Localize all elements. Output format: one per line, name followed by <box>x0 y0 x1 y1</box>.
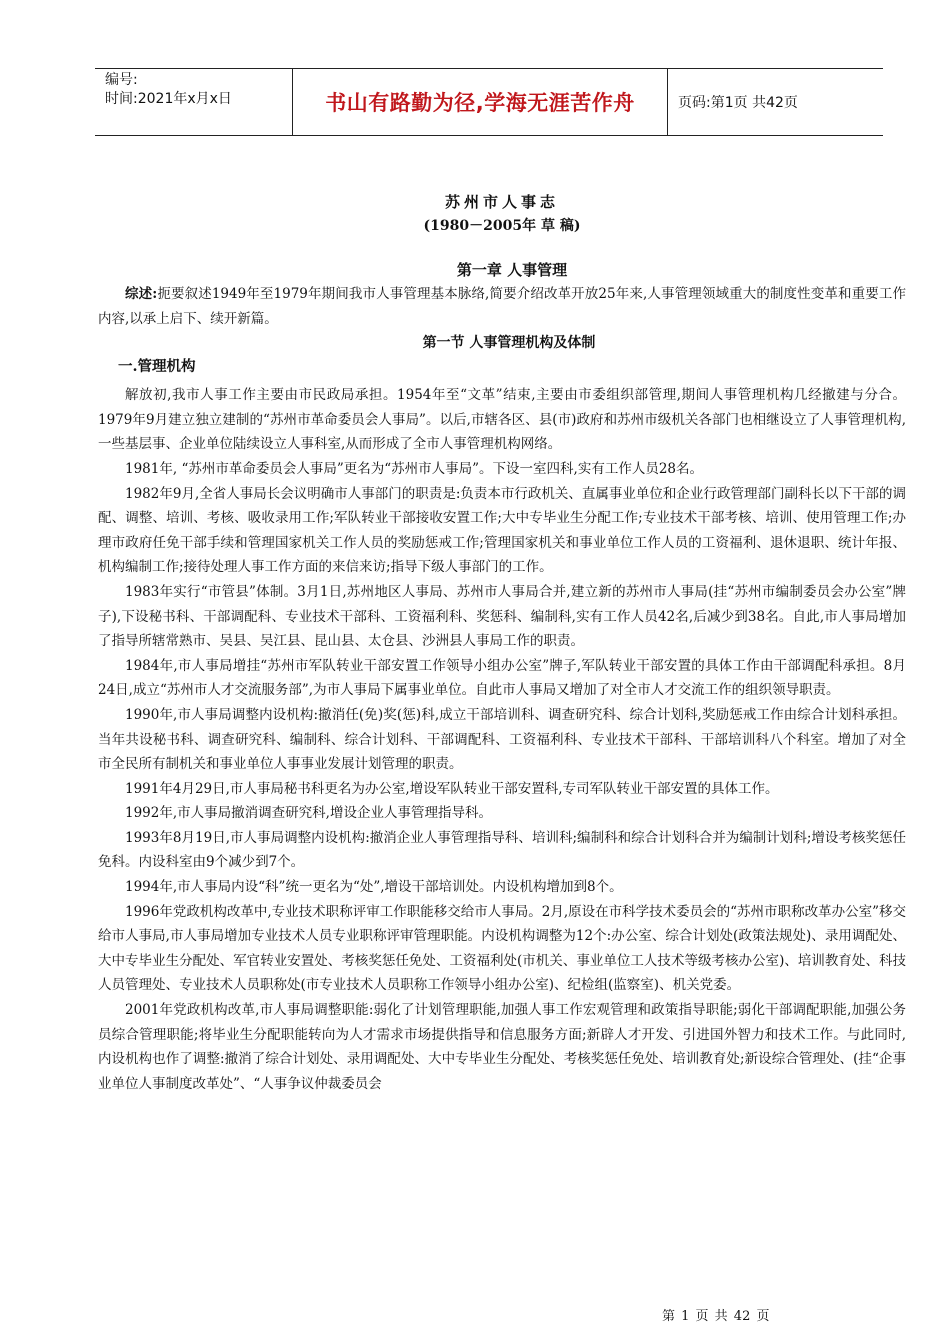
page-header <box>95 68 883 136</box>
paragraph-3: 1982年9月,全省人事局长会议明确市人事部门的职责是:负责本市行政机关、直属事业单位和企业行政管理部门副科长以下干部的调配、调整、培训、考核、吸收录用工作;军队转业干部接收安置工作;大中专毕业生分配工作;专业技术干部考核、培训、使用管理工作;办理市政府任免干部手续和管理国家机关工作人员的奖励惩戒工作;管理国家机关和事业单位工作人员的工资福利、退休退职、统计年报、机构编制工作;接待处理人事工作方面的来信来访;指导下级人事部门的工作。 <box>98 485 906 576</box>
summary-label: 综述: <box>125 286 158 302</box>
paragraph-4: 1983年实行“市管县”体制。3月1日,苏州地区人事局、苏州市人事局合并,建立新的苏州市人事局(挂“苏州市编制委员会办公室”牌子),下设秘书科、干部调配科、专业技术干部科、工资福利科、奖惩科、编制科,实有工作人员42名,后减少到38名。自此,市人事局增加了指导所辖常熟市、吴县、吴江县、昆山县、太仓县、沙洲县人事局工作的职责。 <box>98 583 906 650</box>
document-body <box>98 190 906 1096</box>
summary-paragraph <box>98 282 906 331</box>
subsection-heading: 一.管理机构 <box>118 358 196 376</box>
section-heading: 第一节 人事管理机构及体制 <box>422 335 596 352</box>
header-meta <box>95 69 293 135</box>
header-motto: 书山有路勤为径,学海无涯苦作舟 <box>293 69 668 135</box>
paragraph-6: 1990年,市人事局调整内设机构:撤消任(免)奖(惩)科,成立干部培训科、调查研究科、综合计划科,奖励惩戒工作由综合计划科承担。当年共设秘书科、调查研究科、编制科、综合计划科、干部调配科、工资福利科、专业技术干部科、干部培训科八个科室。增加了对全市全民所有制机关和事业单位人事事业发展计划管理的职责。 <box>98 706 906 773</box>
paragraph-11: 1996年党政机构改革中,专业技术职称评审工作职能移交给市人事局。2月,原设在市科学技术委员会的“苏州市职称改革办公室”移交给市人事局,市人事局增加专业技术人员专业职称评审管理职能。内设机构调整为12个:办公室、综合计划处(政策法规处)、录用调配处、大中专毕业生分配处、军官转业安置处、考核奖惩任免处、工资福利处(市机关、事业单位工人技术等级考核办公室)、培训教育处、科技人员管理处、专业技术人员职称处(市专业技术人员职称工作领导小组办公室)、纪检组(监察室)、机关党委。 <box>98 903 906 994</box>
page-footer: 第 1 页 共 42 页 <box>662 1309 770 1324</box>
number-label: 编号: <box>105 72 138 88</box>
paragraph-12: 2001年党政机构改革,市人事局调整职能:弱化了计划管理职能,加强人事工作宏观管理和政策指导职能;弱化干部调配职能,加强公务员综合管理职能;将毕业生分配职能转向为人才需求市场提供指导和信息服务方面;新辟人才开发、引进国外智力和技术工作。与此同时,内设机构也作了调整:撤消了综合计划处、录用调配处、大中专毕业生分配处、考核奖惩任免处、培训教育处;新设综合管理处、(挂“企事业单位人事制度改革处”、“人事争议仲裁委员会 <box>98 1002 906 1092</box>
chapter-heading: 第一章 人事管理 <box>456 261 568 279</box>
summary-text: 扼要叙述1949年至1979年期间我市人事管理基本脉络,简要介绍改革开放25年来,人事管理领域重大的制度性变革和重要工作内容,以承上启下、续开新篇。 <box>98 286 907 327</box>
document-subtitle: (1980－2005年 草 稿) <box>423 218 581 234</box>
paragraph-8: 1992年,市人事局撤消调查研究科,增设企业人事管理指导科。 <box>125 805 492 822</box>
time-label: 时间:2021年x月x日 <box>105 91 232 107</box>
paragraph-1: 解放初,我市人事工作主要由市民政局承担。1954年至“文革”结束,主要由市委组织部管理,期间人事管理机构几经撤建与分合。1979年9月建立独立建制的“苏州市革命委员会人事局”。以后,市辖各区、县(市)政府和苏州市级机关各部门也相继设立了人事管理机构,一些基层事、企业单位陆续设立人事科室,从而形成了全市人事管理机构网络。 <box>98 387 906 453</box>
header-page-label: 页码:第1页 共42页 <box>678 95 798 111</box>
paragraph-5: 1984年,市人事局增挂“苏州市军队转业干部安置工作领导小组办公室”牌子,军队转业干部安置的具体工作由干部调配科承担。8月24日,成立“苏州市人才交流服务部”,为市人事局下属事业单位。自此市人事局又增加了对全市人才交流工作的组织领导职责。 <box>98 657 906 699</box>
paragraph-2: 1981年, “苏州市革命委员会人事局”更名为“苏州市人事局”。下设一室四科,实有工作人员28名。 <box>125 460 704 477</box>
paragraph-7: 1991年4月29日,市人事局秘书科更名为办公室,增设军队转业干部安置科,专司军队转业干部安置的具体工作。 <box>125 780 779 797</box>
paragraph-9: 1993年8月19日,市人事局调整内设机构:撤消企业人事管理指导科、培训科;编制科和综合计划科合并为编制计划科;增设考核奖惩任免科。内设科室由9个减少到7个。 <box>98 829 906 871</box>
document-title: 苏州市人事志 <box>444 193 559 211</box>
paragraph-10: 1994年,市人事局内设“科”统一更名为“处”,增设干部培训处。内设机构增加到8个。 <box>125 879 623 896</box>
